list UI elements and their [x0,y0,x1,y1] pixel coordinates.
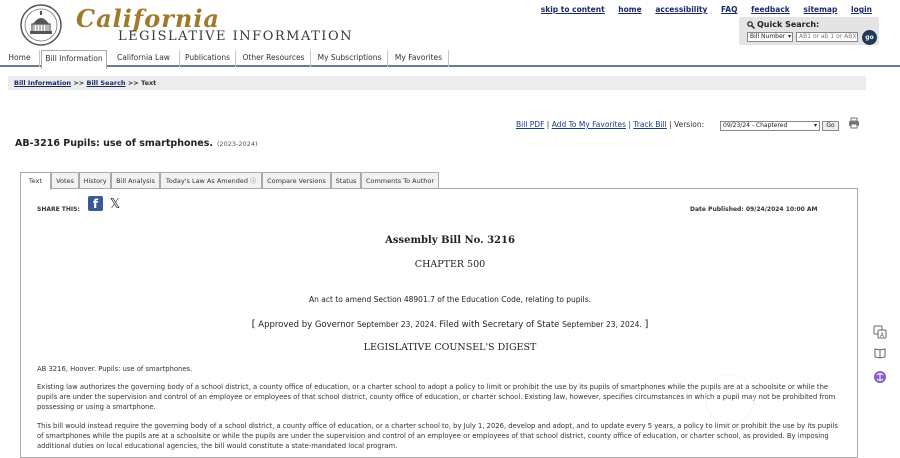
site-logo[interactable] [76,4,376,46]
share-label: SHARE THIS: [37,206,80,213]
approval-line [0,319,900,330]
search-icon [747,21,755,29]
breadcrumb-bill-search[interactable]: Bill Search [86,79,126,87]
tab-compare-versions[interactable]: Compare Versions [262,172,331,189]
tab-text[interactable]: Text [20,172,51,190]
bill-tools: Bill PDF | Add To My Favorites | Track Bill | Version: [516,120,705,129]
top-links [530,5,872,14]
search-input[interactable]: AB1 or ab 1 or ABX [796,32,858,42]
tab-votes[interactable]: Votes [51,172,79,189]
faq-link[interactable]: FAQ [721,5,738,14]
version-select[interactable]: 09/23/24 - Chaptered ▾ [720,121,820,131]
site-header [0,0,900,48]
digest-paragraph-2: Existing law authorizes the governing body of a school district, a county office of education, or a charter school to adopt a policy to limit or prohibit the use by its pupils of smartphones while the pupils are at a schoolsite or while the pupils are under the supervision and control of an employee or employees of that school district, county office of education, or charter school. Existing law, however, specifies circumstances in which a pupil may not be prohibited from possessing or using a smartphone. [37,383,836,411]
translate-icon[interactable] [872,324,888,340]
bill-pdf-link[interactable]: Bill PDF [516,120,545,129]
nav-tab-my-favorites[interactable]: My Favorites [389,50,449,67]
x-twitter-icon[interactable]: 𝕏 [109,197,121,212]
tab-bill-analysis[interactable]: Bill Analysis [111,172,160,189]
version-go-button[interactable]: Go [822,121,839,131]
feedback-link[interactable]: feedback [751,5,790,14]
sitemap-link[interactable]: sitemap [803,5,838,14]
bill-session: (2023-2024) [216,140,258,148]
breadcrumb-sep: >> [73,79,85,87]
facebook-icon[interactable]: f [88,196,103,211]
svg-text:A: A [880,332,885,339]
capitol-seal-icon[interactable] [20,4,62,46]
nav-tab-bill-information[interactable]: Bill Information [41,50,107,69]
search-type-select[interactable]: Bill Number ▾ [747,32,793,42]
breadcrumb-sep: >> [127,79,139,87]
tab-todays-law-label: Today's Law As Amended [165,177,248,185]
quick-search [739,17,879,45]
home-link[interactable]: home [618,5,642,14]
main-nav [0,49,900,67]
accessibility-link[interactable]: accessibility [655,5,708,14]
brain-icon[interactable] [872,369,888,385]
logo-california: California [76,4,220,33]
filed-date: September 23, 2024. [562,320,642,329]
digest-paragraph-1: AB 3216, Hoover. Pupils: use of smartphones. [37,365,193,373]
add-favorites-link[interactable]: Add To My Favorites [551,120,627,129]
date-published: Date Published: 09/24/2024 10:00 AM [690,206,818,213]
quick-search-label: Quick Search: [757,20,820,29]
nav-tab-publications[interactable]: Publications [180,50,236,67]
nav-tab-my-subscriptions[interactable]: My Subscriptions [312,50,388,67]
act-description: An act to amend Section 48901.7 of the Education Code, relating to pupils. [308,295,592,304]
tab-status[interactable]: Status [331,172,361,189]
digest-paragraph-3: This bill would instead require the governing body of a school district, a county office of education, or a charter school to, by July 1, 2026, develop and adopt, and to update every 5 years, a policy to limit or prohibit the use by its pupils of smartphones while the pupils are at a schoolsite or while the pupils are under the supervision and control of an employee or employees of that school district, county office of education, or charter school, as provided. By imposing additional duties on local educational agencies, the bill would constitute a state-mandated local program. [37,422,838,450]
approved-date: September 23, 2024. [357,320,437,329]
version-label: Version: [674,120,705,129]
quick-search-title [747,20,819,29]
breadcrumb [8,76,866,90]
search-go-button[interactable]: go [862,30,877,45]
filed-prefix: Filed with Secretary of State [439,320,560,330]
digest-title: LEGISLATIVE COUNSEL'S DIGEST [363,342,537,353]
chapter-heading: CHAPTER 500 [414,259,486,270]
breadcrumb-current: Text [141,79,157,87]
login-link[interactable]: login [850,5,872,14]
tab-comments-to-author[interactable]: Comments To Author [361,172,439,189]
bill-title: AB-3216 Pupils: use of smartphones. [15,138,213,149]
logo-subtitle: LEGISLATIVE INFORMATION [118,29,353,44]
nav-tab-other-resources[interactable]: Other Resources [237,50,311,67]
bill-heading: Assembly Bill No. 3216 [385,235,515,246]
nav-tab-home[interactable]: Home [0,50,40,67]
tab-todays-law[interactable] [160,172,262,189]
approved-prefix: Approved by Governor [258,320,355,330]
info-icon: ⓘ [250,178,257,185]
nav-tab-california-law[interactable]: California Law [108,50,180,67]
approval-open: [ [251,319,256,330]
tab-history[interactable]: History [79,172,111,189]
approval-close: ] [644,319,649,330]
breadcrumb-bill-information[interactable]: Bill Information [14,79,72,87]
reader-icon[interactable] [872,345,888,361]
skip-to-content-link[interactable]: skip to content [540,5,605,14]
watermark-icon [705,374,755,424]
page-title [15,138,258,149]
track-bill-link[interactable]: Track Bill [633,120,667,129]
print-icon[interactable] [848,117,860,129]
